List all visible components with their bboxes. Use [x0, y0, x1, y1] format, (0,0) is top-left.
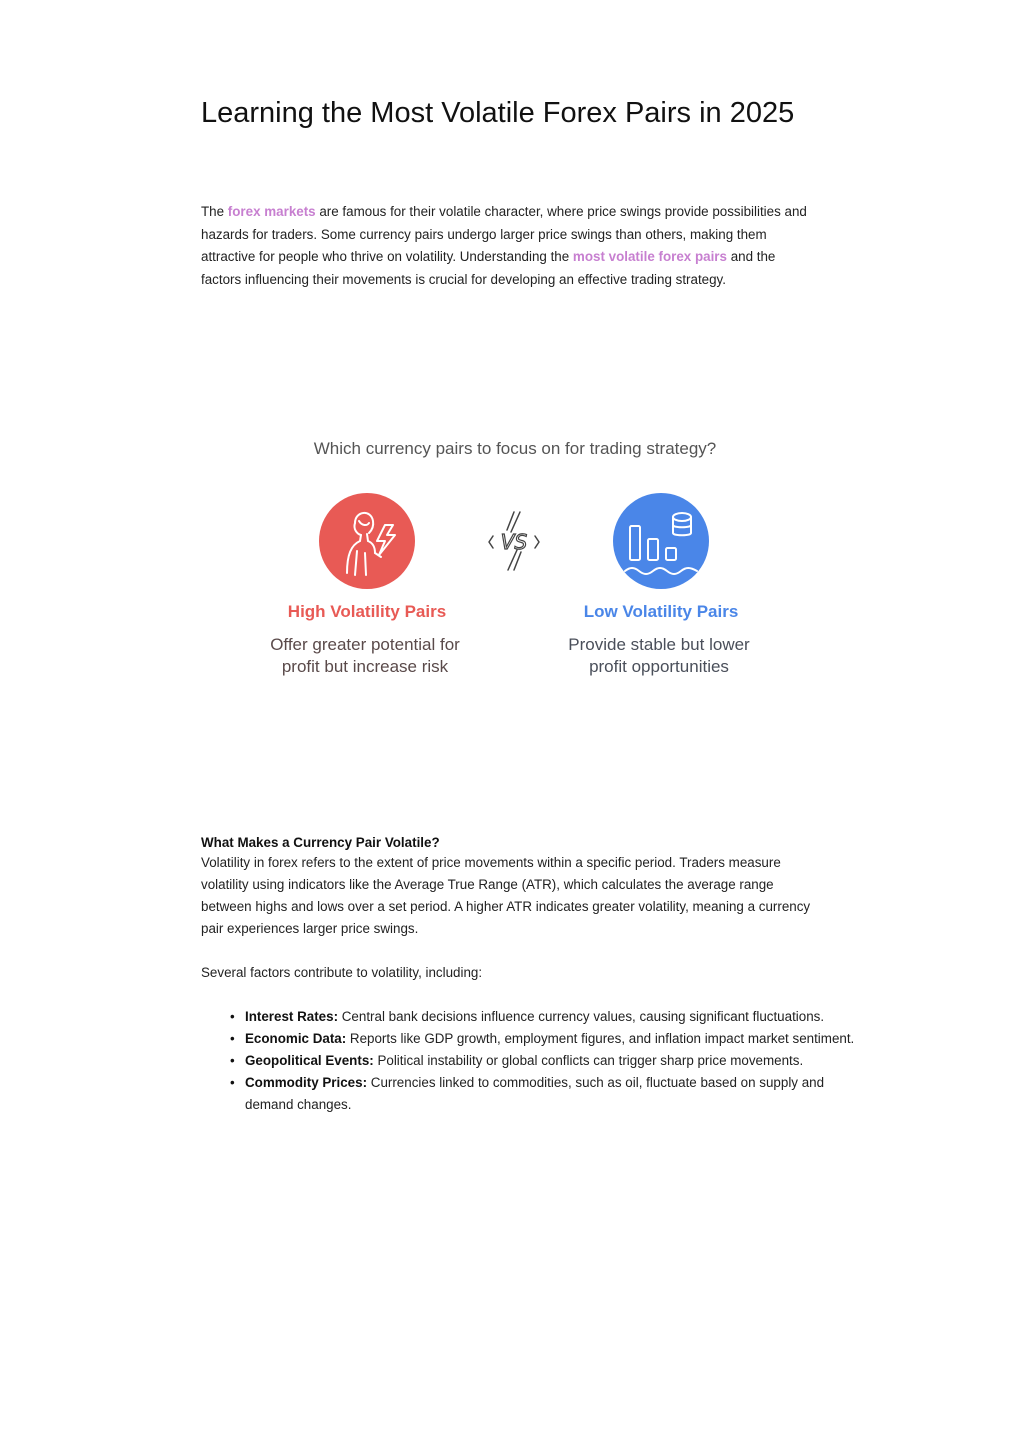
bar-chart-coins-icon: [613, 493, 709, 589]
intro-text-1: The: [201, 204, 228, 219]
intro-paragraph: [201, 201, 816, 291]
low-volatility-circle: [613, 493, 709, 589]
list-item: [245, 1050, 860, 1072]
intro-text-2: are famous for their volatile character, where price swings provide possibilities and hazards for traders. Some currency pairs undergo larger price swings than others, making them attractive for people who thrive on volatility. Understanding the: [201, 204, 807, 264]
comparison-infographic: [230, 430, 800, 690]
factor-label: Commodity Prices:: [245, 1075, 368, 1090]
high-volatility-title: High Volatility Pairs: [287, 602, 447, 621]
factor-label: Geopolitical Events:: [245, 1053, 374, 1068]
high-volatility-desc-line-2: profit but increase risk: [281, 657, 449, 676]
most-volatile-forex-pairs-link[interactable]: most volatile forex pairs: [572, 249, 727, 264]
factor-text: Currencies linked to commodities, such as oil, fluctuate based on supply and demand changes.: [245, 1075, 825, 1112]
factors-list: [201, 1006, 860, 1116]
low-volatility-title: Low Volatility Pairs: [583, 602, 739, 621]
intro-text-3: and the factors influencing their movements is crucial for developing an effective trading strategy.: [201, 249, 776, 287]
list-item: [245, 1006, 860, 1028]
list-item: [245, 1072, 860, 1116]
section-heading: What Makes a Currency Pair Volatile?: [201, 835, 440, 850]
low-volatility-description: [529, 634, 789, 678]
factors-intro: Several factors contribute to volatility, including:: [201, 965, 483, 980]
page-title: Learning the Most Volatile Forex Pairs in 2025: [201, 97, 795, 129]
low-volatility-desc-line-2: profit opportunities: [589, 657, 729, 676]
forex-markets-link[interactable]: forex markets: [227, 204, 316, 219]
factor-label: Interest Rates:: [245, 1009, 339, 1024]
list-item: [245, 1028, 860, 1050]
low-volatility-desc-line-1: Provide stable but lower: [568, 635, 750, 654]
woman-lightning-icon: [319, 493, 415, 589]
volatility-section: [201, 834, 816, 940]
high-volatility-description: [235, 634, 495, 678]
factor-text: Political instability or global conflicts can trigger sharp price movements.: [373, 1053, 804, 1068]
vs-label: VS: [500, 530, 528, 554]
section-body: Volatility in forex refers to the extent of price movements within a specific period. Traders measure volatility using indicators like the Average True Range (ATR), which calculates the average range between highs and lows over a set period. A higher ATR indicates greater volatility, meaning a currency pair experiences larger price swings.: [201, 855, 811, 936]
infographic-question: Which currency pairs to focus on for trading strategy?: [313, 439, 717, 458]
factor-text: Reports like GDP growth, employment figures, and inflation impact market sentiment.: [346, 1031, 855, 1046]
high-volatility-circle: [319, 493, 415, 589]
vs-icon: [485, 510, 543, 572]
high-volatility-desc-line-1: Offer greater potential for: [270, 635, 460, 654]
factor-label: Economic Data:: [245, 1031, 347, 1046]
factor-text: Central bank decisions influence currency values, causing significant fluctuations.: [338, 1009, 825, 1024]
